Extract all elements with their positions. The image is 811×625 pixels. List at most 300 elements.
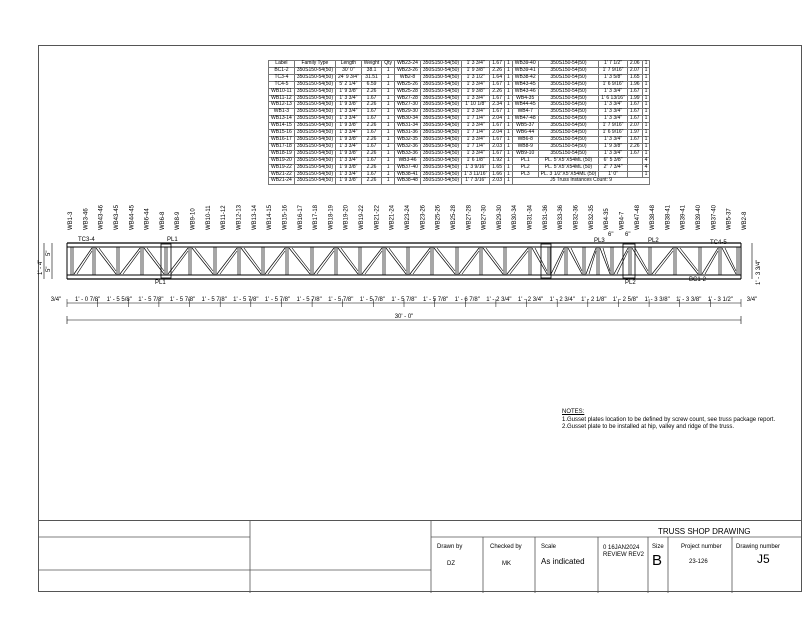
table-cell: 350S150-54(50) [420, 67, 461, 74]
web-diagonal [120, 248, 140, 274]
drawn-by-label: Drawn by [437, 544, 463, 550]
table-cell: 1.67 [361, 109, 381, 116]
table-cell: 1 [382, 136, 395, 143]
web-diagonal [265, 248, 285, 274]
table-cell: 350S150-54(50) [420, 178, 461, 185]
table-cell: PL. 5"X5"X54ML (50) [538, 164, 599, 171]
web-diagonal [434, 248, 455, 274]
web-diagonal [702, 248, 718, 274]
member-label-pl1_bottom: PL1 [155, 280, 166, 286]
bottom-dim: 1' - 2 3/4" [517, 297, 544, 303]
size-label: Size [652, 544, 664, 550]
table-cell: 350S150-54(50) [294, 67, 335, 74]
bottom-dim: 1' - 2 3/4" [549, 297, 575, 303]
bottom-dim: 1' - 5 5/8" [106, 297, 132, 303]
table-cell: 1.67 [361, 116, 381, 123]
bottom-dim: 1' - 3 3/8" [644, 297, 670, 303]
web-diagonal [551, 248, 564, 274]
table-cell: WB47-48 [512, 116, 538, 123]
table-cell: WB38-42 [512, 74, 538, 81]
table-cell: 1' 7 9/16" [599, 67, 628, 74]
checked-by-value: MK [502, 561, 511, 567]
table-cell: PL3 [512, 171, 538, 178]
table-cell: 1' 3 3/4" [599, 116, 628, 123]
table-cell: WB19-20 [269, 157, 295, 164]
web-label: WB30-34 [512, 204, 519, 230]
table-cell: 1 [642, 67, 650, 74]
bottom-dim: 1' - 5 7/8" [233, 297, 259, 303]
notes-block [562, 409, 775, 432]
web-label: WB9-10 [190, 208, 197, 230]
bottom-dim: 1' - 5 7/8" [201, 297, 227, 303]
table-cell: 1' 7 1/4" [462, 130, 490, 137]
table-cell: 1 [642, 123, 650, 130]
web-diagonal [600, 248, 610, 274]
table-cell: 350S150-54(50) [294, 102, 335, 109]
table-cell: 350S150-54(50) [538, 67, 599, 74]
table-cell: WB23-26 [395, 67, 421, 74]
web-label: WB23-24 [405, 204, 411, 230]
table-cell: 6.59 [361, 81, 381, 88]
table-cell: 1.67 [490, 150, 505, 157]
web-diagonal [389, 248, 406, 271]
web-diagonal [338, 248, 358, 274]
table-cell: WB32-35 [395, 136, 421, 143]
table-cell: 1.67 [627, 136, 642, 143]
table-cell: PL1 [512, 157, 538, 164]
table-cell: 1 [382, 171, 395, 178]
web-diagonal [652, 248, 673, 274]
bottom-dim: 1' - 3 1/2" [707, 297, 734, 303]
table-cell: 1' 9 3/8" [462, 67, 490, 74]
project-number-label: Project number [681, 544, 722, 550]
bottom-dim: 1' - 2 1/8" [581, 297, 607, 303]
web-diagonal [614, 248, 628, 274]
web-label: WB21-22 [374, 204, 381, 230]
table-cell: 1' 6 9/16" [599, 130, 628, 137]
table-cell: 1 [642, 81, 650, 88]
table-cell: 1 [382, 67, 395, 74]
table-cell: WB23-24 [395, 61, 421, 68]
table-cell: 1 [505, 61, 513, 68]
table-cell: 350S150-54(50) [294, 109, 335, 116]
table-cell: 350S150-54(50) [294, 123, 335, 130]
web-label: WB16-17 [297, 204, 304, 230]
table-cell: 2.26 [490, 67, 505, 74]
table-cell: WB44-45 [512, 102, 538, 109]
web-diagonal [677, 248, 698, 274]
table-cell: PL. 3 1/2"X5"X54ML (50) [538, 171, 599, 178]
table-cell: 1.67 [490, 109, 505, 116]
table-cell: 1 [642, 74, 650, 81]
table-cell: 2.26 [361, 136, 381, 143]
table-cell: WB19-22 [269, 164, 295, 171]
scale-value: As indicated [541, 557, 585, 566]
table-cell: 2.03 [490, 143, 505, 150]
note-line-1: 1.Gusset plates location to be defined by screw count, see truss package report. [562, 416, 776, 423]
web-diagonal [486, 248, 503, 271]
table-cell: 31.51 [361, 74, 381, 81]
scale-label: Scale [541, 544, 557, 550]
web-diagonal [96, 248, 116, 274]
table-cell: 1 [382, 150, 395, 157]
table-cell: 1.67 [627, 109, 642, 116]
web-diagonal [462, 251, 479, 274]
web-diagonal [314, 248, 334, 274]
table-cell: 1' 3 3/4" [599, 150, 628, 157]
table-cell: 1 [505, 109, 513, 116]
table-cell: 1 [642, 116, 650, 123]
table-cell: 350S150-54(50) [538, 61, 599, 68]
table-cell: 350S150-54(50) [294, 171, 335, 178]
table-cell: 350S150-54(50) [420, 74, 461, 81]
web-diagonal [571, 248, 582, 271]
table-cell: 1 [505, 164, 513, 171]
member-label-pl2_bottom: PL2 [625, 280, 636, 286]
table-cell: WB8-9 [512, 143, 538, 150]
table-cell: 350S150-54(50) [420, 116, 461, 123]
table-cell: 1.96 [627, 81, 642, 88]
table-cell: 350S150-54(50) [420, 136, 461, 143]
web-label: WB38-41 [665, 204, 672, 230]
table-cell: 1.67 [490, 95, 505, 102]
table-cell: 1' 7 1/4" [462, 116, 490, 123]
web-label: WB27-28 [466, 204, 473, 230]
table-cell: 350S150-54(50) [420, 102, 461, 109]
table-cell: 1 [505, 88, 513, 95]
web-label: WB8-9 [175, 211, 182, 230]
table-cell: WB43-46 [512, 88, 538, 95]
web-diagonal [268, 251, 285, 274]
table-cell: 350S150-54(50) [538, 116, 599, 123]
table-cell: 1 [382, 81, 395, 88]
table-cell: 1' 3 3/4" [462, 136, 490, 143]
table-cell: 350S150-54(50) [420, 171, 461, 178]
table-cell: 350S150-54(50) [294, 157, 335, 164]
table-cell: 1.67 [627, 102, 642, 109]
table-cell: BC1-2 [269, 67, 295, 74]
table-cell: WB6-44 [512, 130, 538, 137]
table-cell: 1 [505, 178, 513, 185]
table-cell: 2.26 [361, 88, 381, 95]
table-cell: 350S150-54(50) [420, 143, 461, 150]
table-cell: 350S150-54(50) [294, 143, 335, 150]
table-cell: 1.67 [361, 130, 381, 137]
gusset-plate-pl1 [161, 244, 171, 278]
web-diagonal [705, 251, 718, 274]
web-label: WB32-36 [573, 204, 580, 230]
table-cell: 1 [642, 88, 650, 95]
table-cell: 350S150-54(50) [294, 81, 335, 88]
bottom-dim: 1' - 6 7/8" [454, 297, 480, 303]
web-diagonal [459, 248, 479, 274]
web-diagonal [365, 251, 382, 274]
web-label: WB2-8 [742, 211, 748, 230]
web-label: WB10-11 [205, 205, 212, 230]
web-diagonal [317, 251, 334, 274]
web-diagonal [635, 248, 648, 271]
checked-by-label: Checked by [490, 544, 522, 550]
table-cell: 350S150-54(50) [294, 130, 335, 137]
table-cell: 1' 3 3/4" [335, 143, 361, 150]
table-cell: 350S150-54(50) [420, 61, 461, 68]
web-diagonal [217, 248, 237, 274]
left-dim-bottom: 5" [46, 266, 52, 272]
web-label: WB39-40 [696, 204, 703, 230]
table-cell: 350S150-54(50) [420, 157, 461, 164]
table-cell: 1 [505, 74, 513, 81]
table-cell: 1' 3 3/4" [335, 130, 361, 137]
table-cell: J5 Truss Instances Count: 9 [512, 178, 650, 185]
table-cell: 1 [642, 136, 650, 143]
table-cell: 1' 9 3/8" [335, 150, 361, 157]
table-cell: 350S150-54(50) [538, 81, 599, 88]
table-cell: 1' 3 3/4" [599, 109, 628, 116]
web-label: WB15-16 [282, 204, 289, 230]
table-cell: 1' 3 3/4" [462, 123, 490, 130]
table-cell: 350S150-54(50) [538, 109, 599, 116]
web-diagonal [510, 251, 528, 274]
web-diagonal [171, 251, 188, 274]
table-cell: 2.26 [361, 178, 381, 185]
table-cell: 1' 6 9/16" [599, 81, 628, 88]
web-label: WB27-30 [481, 204, 488, 230]
table-cell: 1 [505, 123, 513, 130]
table-cell: 1' 3 9/16" [462, 164, 490, 171]
table-cell: WB27-30 [395, 102, 421, 109]
web-label: WB32-35 [588, 204, 595, 230]
table-header-cell: Weight [361, 61, 381, 68]
table-cell: TC4-5 [269, 81, 295, 88]
web-label: WB25-26 [435, 204, 442, 230]
bottom-dim: 1' - 3 3/8" [676, 297, 702, 303]
table-cell: 2.26 [361, 164, 381, 171]
table-cell: 2.26 [361, 123, 381, 130]
web-label: WB3-46 [83, 208, 90, 230]
table-cell: 2.06 [627, 61, 642, 68]
web-label: WB47-48 [634, 204, 641, 230]
table-cell: 1 [382, 123, 395, 130]
title-block [38, 520, 802, 592]
table-cell: WB14-15 [269, 123, 295, 130]
bottom-dim: 1' - 2 5/8" [612, 297, 639, 303]
bottom-dim: 1' - 5 7/8" [328, 297, 354, 303]
table-cell: 1' 6 13/16" [599, 95, 628, 102]
table-cell: 2.26 [361, 150, 381, 157]
table-cell: WB31-34 [395, 123, 421, 130]
table-cell: 1.67 [361, 143, 381, 150]
web-diagonal [244, 248, 261, 271]
table-cell: 2.07 [627, 67, 642, 74]
table-cell: 2" 7 3/4" [599, 164, 628, 171]
table-cell: 350S150-54(50) [420, 123, 461, 130]
table-cell: 1 [642, 95, 650, 102]
table-cell: 1 [382, 109, 395, 116]
table-cell: 2.07 [627, 123, 642, 130]
table-header-cell: Length [335, 61, 361, 68]
table-cell: 1.92 [490, 157, 505, 164]
table-cell: 350S150-54(50) [420, 109, 461, 116]
web-diagonal [532, 248, 547, 274]
web-label: WB29-30 [496, 204, 503, 230]
web-label: WB38-48 [650, 204, 657, 230]
web-diagonal [507, 248, 528, 274]
table-cell: WB2-8 [395, 74, 421, 81]
web-diagonal [289, 248, 310, 274]
web-label: WB19-20 [343, 204, 350, 230]
table-cell: WB3-46 [395, 157, 421, 164]
web-diagonal [386, 248, 406, 274]
drawing-title: TRUSS SHOP DRAWING [658, 527, 751, 536]
table-cell: 2.04 [490, 130, 505, 137]
table-cell: 350S150-54(50) [538, 102, 599, 109]
table-cell: WB38-41 [395, 171, 421, 178]
table-cell: 1.97 [627, 130, 642, 137]
web-diagonal [568, 248, 582, 274]
table-cell: 1.67 [361, 95, 381, 102]
table-cell: WB39-40 [512, 61, 538, 68]
table-cell: 350S150-54(50) [294, 136, 335, 143]
table-cell: 1.67 [490, 81, 505, 88]
table-cell: WB5-37 [512, 123, 538, 130]
bottom-dim: 1' - 5 7/8" [422, 297, 449, 303]
table-cell: 1 [505, 150, 513, 157]
web-diagonal [99, 248, 116, 271]
table-cell: 1 [382, 178, 395, 185]
revision-note: REVIEW REV2 [603, 552, 645, 558]
table-cell: 2.03 [490, 178, 505, 185]
table-cell: WB32-36 [395, 143, 421, 150]
left-dim-height: 1' - 4" [38, 259, 44, 275]
web-diagonal [413, 251, 430, 274]
table-cell: 1' 10 1/8" [462, 102, 490, 109]
table-cell: WB9-10 [512, 150, 538, 157]
bottom-dim: 1' - 5 7/8" [169, 297, 196, 303]
table-cell: WB17-18 [269, 143, 295, 150]
table-cell: 350S150-54(50) [294, 95, 335, 102]
member-label-tc_right: TC4-5 [710, 240, 727, 246]
table-cell: 1 [642, 61, 650, 68]
table-cell: 1 [642, 109, 650, 116]
table-cell: 1 [505, 143, 513, 150]
table-cell: 1.65 [627, 74, 642, 81]
table-cell: 350S150-54(50) [538, 74, 599, 81]
table-cell: 1.65 [490, 164, 505, 171]
web-diagonal [586, 248, 596, 274]
table-cell: 350S150-54(50) [538, 95, 599, 102]
web-diagonal [77, 251, 92, 274]
bottom-dim: 3/4" [50, 297, 62, 303]
web-diagonal [655, 251, 673, 274]
web-diagonal [410, 248, 430, 274]
table-cell: 1 [382, 116, 395, 123]
web-label: WB18-19 [328, 204, 335, 230]
web-label: WB43-45 [113, 204, 120, 230]
bottom-dim: 1' - 5 7/8" [264, 297, 291, 303]
table-cell: WB10-11 [269, 88, 295, 95]
member-label-tc_left: TC3-4 [78, 237, 95, 243]
table-cell: 1.66 [490, 171, 505, 178]
table-cell: 1.67 [490, 61, 505, 68]
table-cell: 1 [382, 88, 395, 95]
note-line-2: 2.Gusset plate to be installed at hip, valley and ridge of the truss. [562, 424, 735, 430]
web-label: WB5-37 [726, 208, 733, 230]
bottom-dim: 1' - 5 7/8" [296, 297, 322, 303]
table-cell: WB30-34 [395, 116, 421, 123]
left-dim-top: 5" [46, 250, 52, 256]
table-cell: WB1-3 [269, 109, 295, 116]
table-cell: 350S150-54(50) [420, 164, 461, 171]
table-cell: 350S150-54(50) [294, 164, 335, 171]
table-cell: WB38-48 [395, 178, 421, 185]
table-cell: 1 [382, 157, 395, 164]
table-cell: 350S150-54(50) [420, 88, 461, 95]
table-cell: WB25-26 [395, 81, 421, 88]
overall-dim-text: 30' - 0" [394, 314, 414, 320]
table-cell: WB18-19 [269, 150, 295, 157]
table-cell: 1.67 [490, 123, 505, 130]
table-cell: 350S150-54(50) [294, 88, 335, 95]
web-label: WB21-24 [389, 204, 396, 230]
table-cell: 350S150-54(50) [538, 123, 599, 130]
table-cell: 350S150-54(50) [420, 150, 461, 157]
table-cell: WB31-36 [395, 130, 421, 137]
table-cell: 1' 9 3/8" [462, 88, 490, 95]
table-cell: 2.26 [627, 143, 642, 150]
web-diagonal [483, 248, 503, 274]
web-label: WB17-18 [313, 204, 320, 230]
table-cell: 1' 7 3/16" [462, 178, 490, 185]
table-cell: WB16-17 [269, 136, 295, 143]
table-cell: 1' 9 3/8" [335, 178, 361, 185]
bottom-dim: 1' - 2 3/4" [486, 297, 512, 303]
table-cell: 1.99 [627, 95, 642, 102]
table-cell: 1 [505, 116, 513, 123]
table-cell: 1' 3 3/4" [335, 157, 361, 164]
web-diagonal [722, 248, 736, 274]
table-cell: 1 [505, 136, 513, 143]
table-cell: WB21-22 [269, 171, 295, 178]
table-cell: 1.67 [627, 150, 642, 157]
table-cell: 1' 3 1/2" [462, 74, 490, 81]
table-cell: 1' 9 3/8" [335, 88, 361, 95]
table-cell: 350S150-54(50) [538, 150, 599, 157]
table-cell: 1' 3 5/8" [599, 74, 628, 81]
member-label-pl3: PL3 [594, 238, 605, 244]
table-cell: 4 [642, 164, 650, 171]
drawing-number-value: J5 [757, 552, 770, 566]
web-label: WB1-3 [68, 211, 74, 230]
table-cell: 1 [505, 157, 513, 164]
table-cell: TC3-4 [269, 74, 295, 81]
table-cell: 1.67 [361, 171, 381, 178]
web-diagonal [220, 251, 237, 274]
table-cell: 1 [382, 102, 395, 109]
table-cell: 1' 3 3/4" [462, 61, 490, 68]
web-label: WB33-36 [558, 204, 565, 230]
web-label: WB31-36 [542, 204, 549, 230]
member-label-pl1_top: PL1 [167, 237, 178, 243]
table-cell: WB21-24 [269, 178, 295, 185]
table-cell: 1' 3 3/4" [599, 136, 628, 143]
web-label: WB25-28 [450, 204, 457, 230]
web-diagonal [554, 251, 564, 274]
table-cell: 1' 9 3/8" [599, 143, 628, 150]
web-label: WB44-45 [129, 204, 136, 230]
table-cell: PL. 5"X5"X54ML (50) [538, 157, 599, 164]
table-cell: 1 [382, 130, 395, 137]
table-cell: WB4-7 [512, 109, 538, 116]
